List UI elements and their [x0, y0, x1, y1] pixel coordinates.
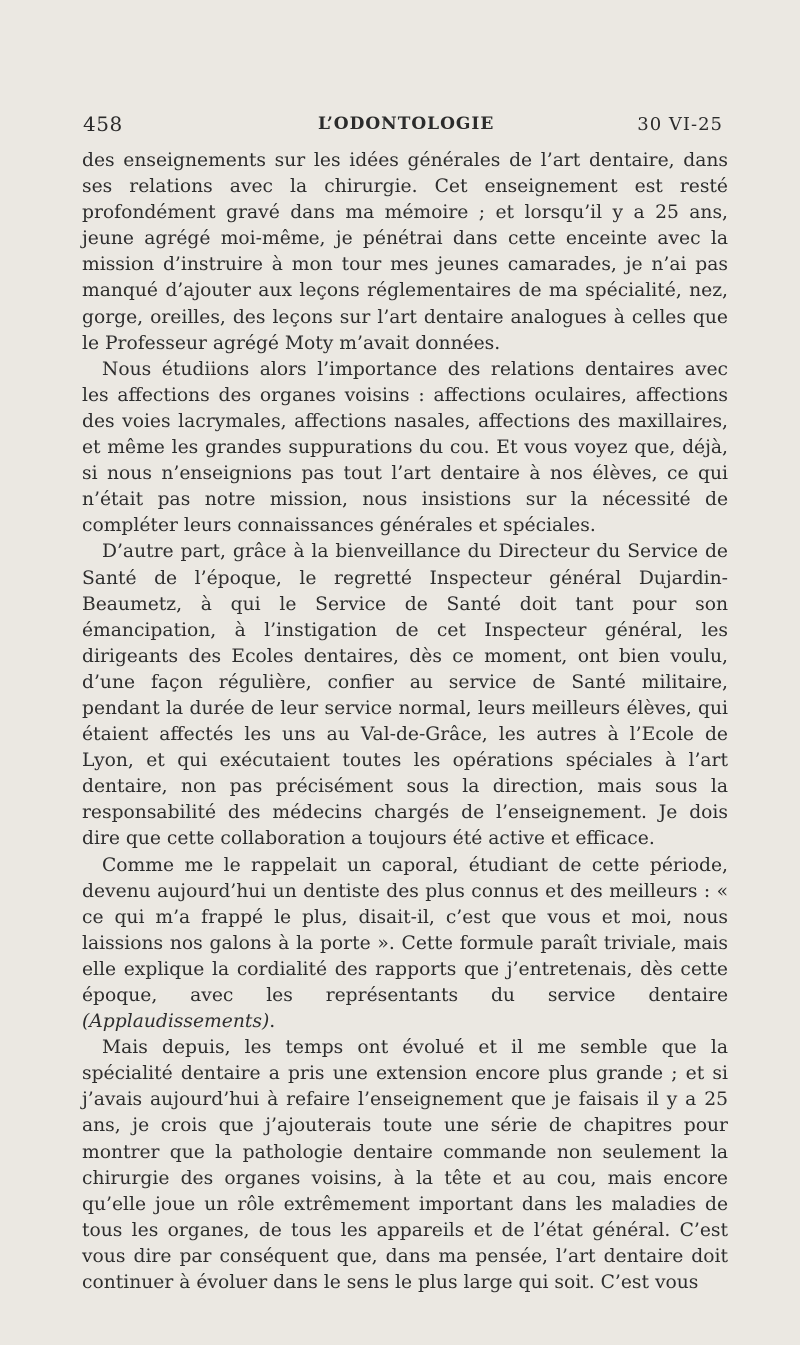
article-body — [82, 148, 728, 1296]
paragraph: Nous étudiions alors l’importance des relations dentaires avec les affections des organes voisins : affections oculaires, affections des voies lacrymales, affections nasales, affections des maxillaires, et même les grandes suppurations du cou. Et vous voyez que, déjà, si nous n’enseignions pas tout l’art dentaire à nos élèves, ce qui n’était pas notre mission, nous insistions sur la nécessité de compléter leurs connaissances générales et spéciales. — [82, 358, 728, 537]
paragraph-text: Comme me le rappelait un caporal, étudiant de cette période, devenu aujourd’hui un dentiste des plus connus et des meilleurs : « ce qui m’a frappé le plus, disait-il, c’est que vous et moi, nous laissions nos galons à la porte ». Cette formule paraît triviale, mais elle explique la cordialité des rapports que j’entretenais, dès cette époque, avec les représentants du service dentaire — [82, 854, 728, 1006]
paragraph-tail: . — [269, 1011, 276, 1033]
paragraph: Mais depuis, les temps ont évolué et il me semble que la spécialité dentaire a pris une extension encore plus grande ; et si j’avais aujourd’hui à refaire l’enseignement que je faisais il y a 25 ans, je crois que j’ajouterais toute une série de chapitres pour montrer que la pathologie dentaire commande non seulement la chirurgie des organes voisins, à la tête et au cou, mais encore qu’elle joue un rôle extrêmement important dans les maladies de tous les organes, de tous les appareils et de l’état général. C’est vous dire par conséquent que, dans ma pensée, l’art dentaire doit continuer à évoluer dans le sens le plus large qui soit. C’est vous — [82, 1037, 728, 1294]
running-header — [83, 112, 723, 142]
paragraph — [82, 853, 728, 1036]
applause-note: (Applaudissements) — [82, 1011, 270, 1033]
journal-title: L’ODONTOLOGIE — [318, 114, 495, 134]
page-number: 458 — [83, 112, 123, 136]
paragraph: D’autre part, grâce à la bienveillance du Directeur du Service de Santé de l’époque, le regretté Inspecteur général Dujardin-Beaumetz, à qui le Service de Santé doit tant pour son émancipation, à l’instigation de cet Inspecteur général, les dirigeants des Ecoles dentaires, dès ce moment, ont bien voulu, d’une façon régulière, confier au service de Santé militaire, pendant la durée de leur service normal, leurs meilleurs élèves, qui étaient affectés les uns au Val-de-Grâce, les autres à l’Ecole de Lyon, et qui exécutaient toutes les opérations spéciales à l’art dentaire, non pas précisément sous la direction, mais sous la responsabilité des médecins chargés de l’enseignement. Je dois dire que cette collaboration a toujours été active et efficace. — [82, 541, 728, 850]
paragraph: des enseignements sur les idées générales de l’art dentaire, dans ses relations avec la chirurgie. Cet enseignement est resté profondément gravé dans ma mémoire ; et lorsqu’il y a 25 ans, jeune agrégé moi-même, je pénétrai dans cette enceinte avec la mission d’instruire à mon tour mes jeunes camarades, je n’ai pas manqué d’ajouter aux leçons réglementaires de ma spécialité, nez, gorge, oreilles, des leçons sur l’art dentaire analogues à celles que le Professeur agrégé Moty m’avait données. — [82, 150, 728, 354]
issue-date: 30 VI-25 — [637, 114, 723, 135]
